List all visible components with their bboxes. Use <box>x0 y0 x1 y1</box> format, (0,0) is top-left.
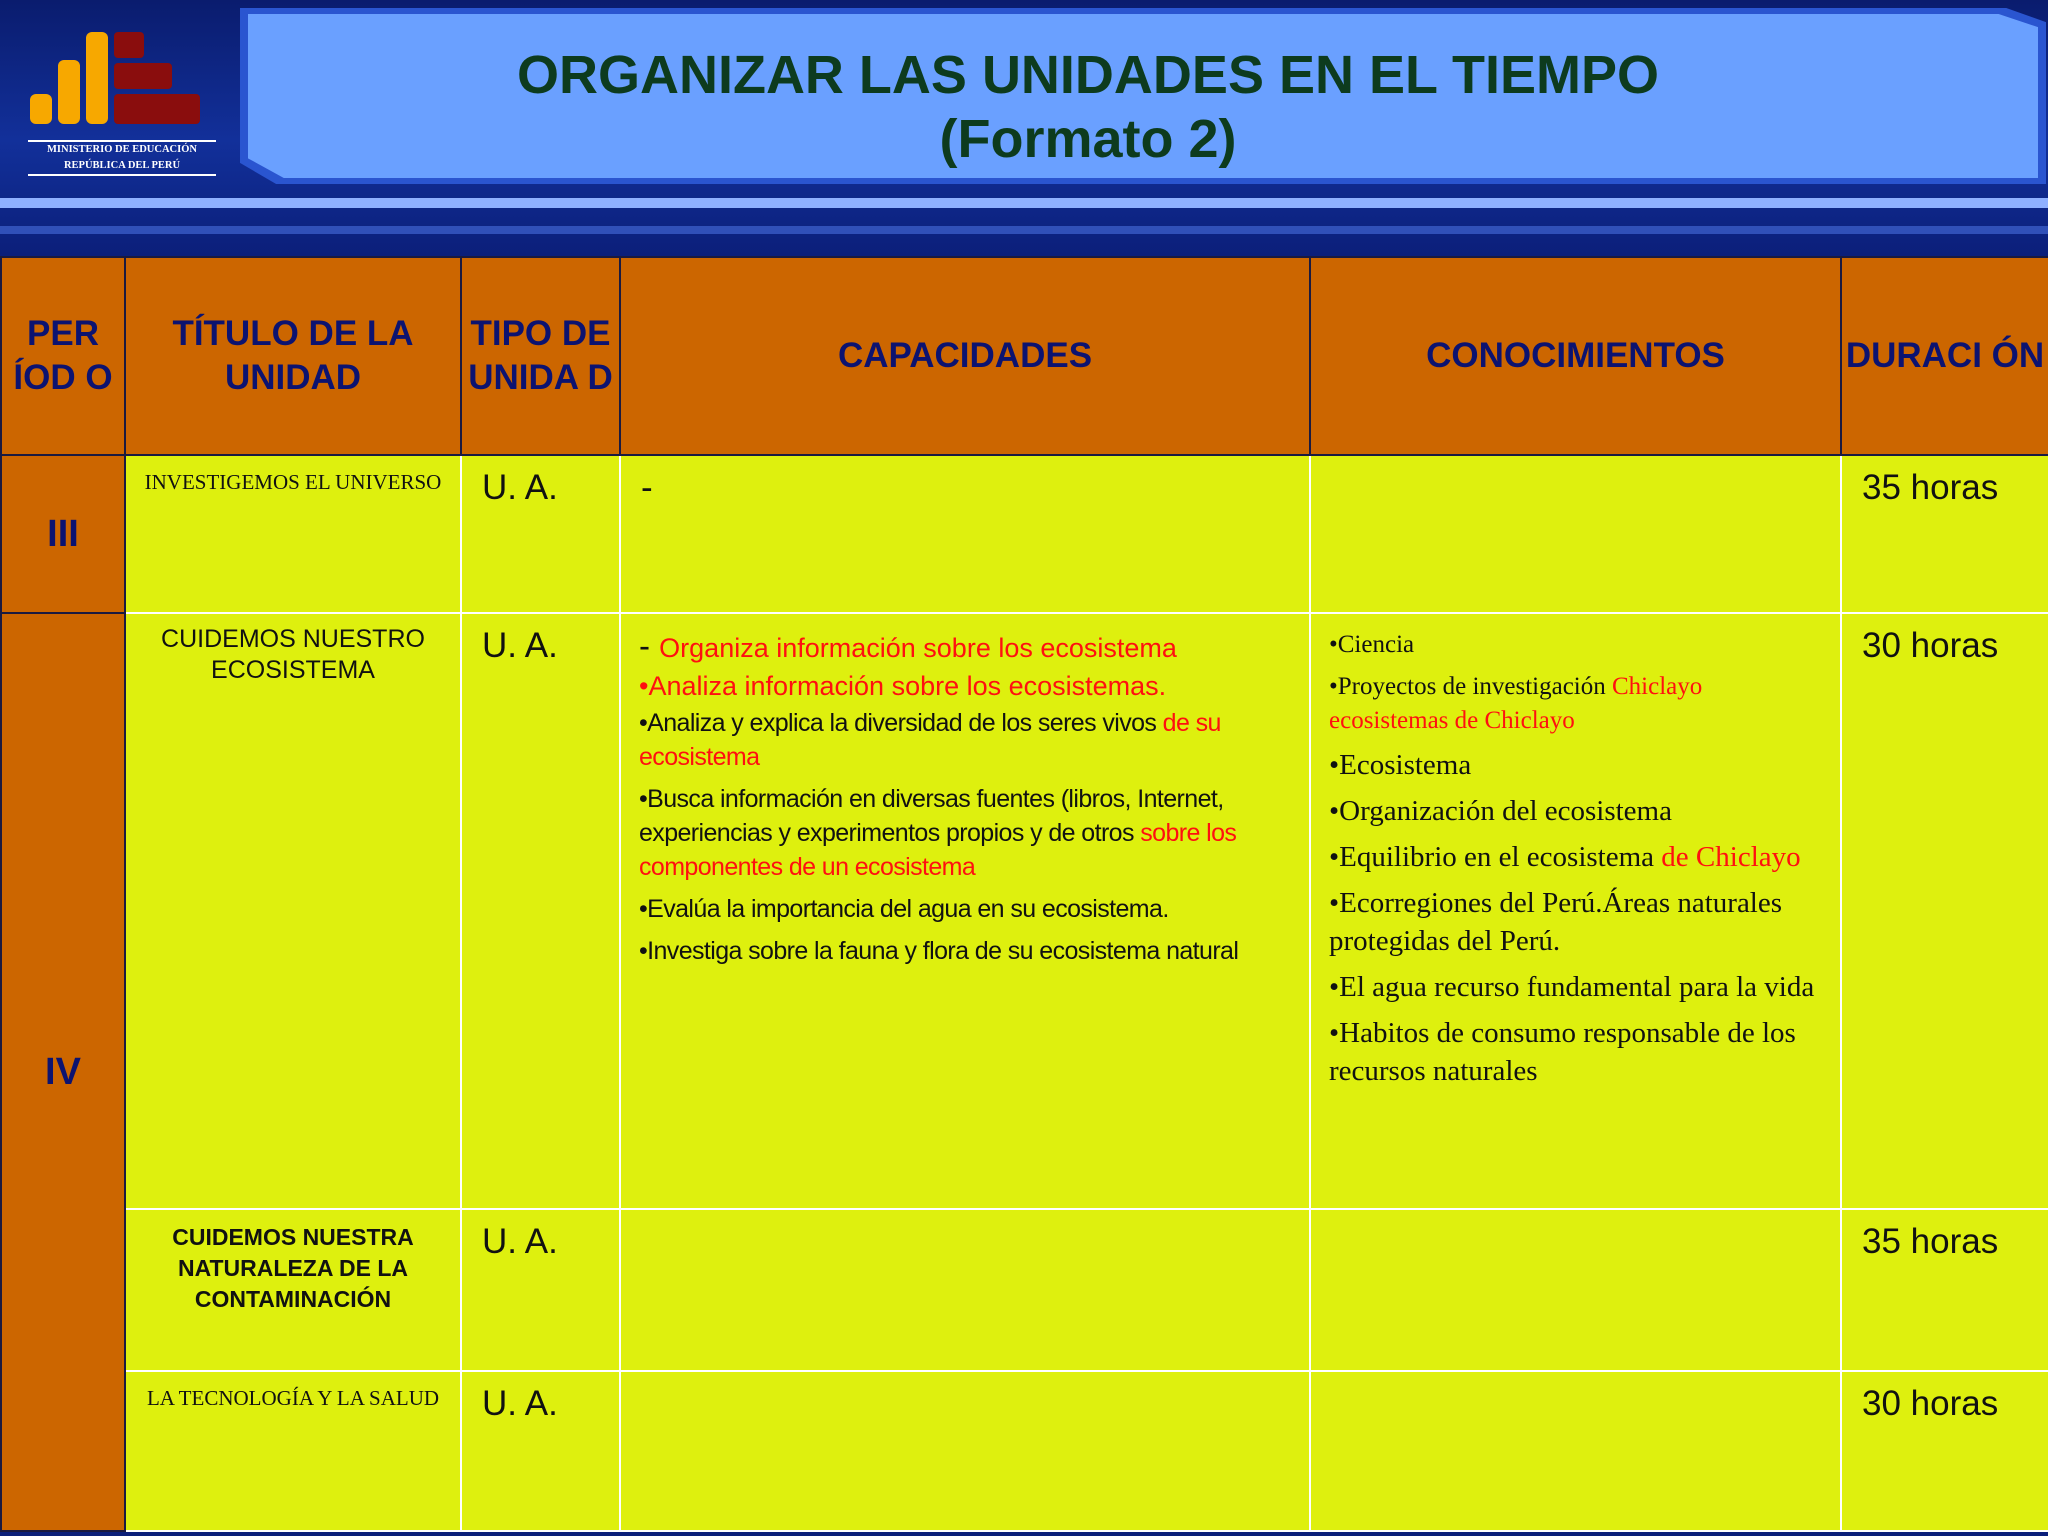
titulo-cell: CUIDEMOS NUESTRA NATURALEZA DE LA CONTAMINACIÓN <box>125 1209 461 1371</box>
logo-caption <box>22 140 222 176</box>
titulo-cell: LA TECNOLOGÍA Y LA SALUD <box>125 1371 461 1531</box>
conocimientos-cell <box>1310 613 1841 1209</box>
header-capacidades: CAPACIDADES <box>620 257 1310 455</box>
conocimiento-item: •Ciencia <box>1329 631 1415 658</box>
header-conocimientos: CONOCIMIENTOS <box>1310 257 1841 455</box>
conocimientos-cell <box>1310 455 1841 613</box>
table-header-row <box>1 257 2048 455</box>
conocimiento-item <box>1329 838 1822 876</box>
header-band-light <box>0 198 2048 208</box>
duracion-cell: 30 horas <box>1841 1371 2048 1531</box>
units-table <box>0 256 2048 1532</box>
conocimiento-item <box>1329 670 1822 738</box>
logo-line-1: MINISTERIO DE EDUCACIÓN <box>47 144 197 155</box>
tipo-cell: U. A. <box>461 613 620 1209</box>
header-titulo: TÍTULO DE LA UNIDAD <box>125 257 461 455</box>
capacidad-text: Organiza información sobre los ecosistema <box>659 633 1177 663</box>
duracion-cell: 35 horas <box>1841 1209 2048 1371</box>
duracion-cell: 35 horas <box>1841 455 2048 613</box>
tipo-cell: U. A. <box>461 1209 620 1371</box>
conocimiento-item: •Organización del ecosistema <box>1329 795 1672 827</box>
header-periodo: PER ÍOD O <box>1 257 125 455</box>
header-tipo: TIPO DE UNIDA D <box>461 257 620 455</box>
capacidades-cell <box>620 1209 1310 1371</box>
capacidad-item <box>639 628 1291 666</box>
logo-line-2: REPÚBLICA DEL PERÚ <box>63 160 181 171</box>
conocimiento-highlight: Chiclayo ecosistemas de Chiclayo <box>1329 673 1703 734</box>
tipo-cell: U. A. <box>461 1371 620 1531</box>
conocimientos-cell <box>1310 1371 1841 1531</box>
slide-subtitle: (Formato 2) <box>939 109 1237 169</box>
capacidad-item: •Investiga sobre la fauna y flora de su ecosistema natural <box>639 937 1239 965</box>
capacidad-highlight: de su ecosistema <box>639 709 1221 771</box>
periodo-cell: III <box>1 455 125 613</box>
titulo-cell: INVESTIGEMOS EL UNIVERSO <box>125 455 461 613</box>
tipo-cell: U. A. <box>461 455 620 613</box>
header-duracion: DURACI ÓN <box>1841 257 2048 455</box>
slide-title: ORGANIZAR LAS UNIDADES EN EL TIEMPO <box>516 45 1660 105</box>
conocimiento-highlight: de Chiclayo <box>1661 841 1801 873</box>
table-row <box>1 1371 2048 1531</box>
header-band-dark <box>0 226 2048 234</box>
capacidad-dash: - <box>639 627 660 664</box>
capacidad-item: •Analiza información sobre los ecosistemas. <box>639 671 1167 701</box>
table-row <box>1 455 2048 613</box>
capacidad-text: •Analiza y explica la diversidad de los seres vivos <box>639 709 1163 737</box>
table-row <box>1 613 2048 1209</box>
conocimiento-item: •Ecosistema <box>1329 749 1472 781</box>
capacidad-item <box>639 782 1291 884</box>
logo-rule-bottom <box>28 174 216 176</box>
conocimiento-text: •Proyectos de investigación <box>1329 673 1612 700</box>
conocimiento-text: •Equilibrio en el ecosistema <box>1329 841 1662 873</box>
capacidades-cell: - <box>620 455 1310 613</box>
titulo-cell: CUIDEMOS NUESTRO ECOSISTEMA <box>125 613 461 1209</box>
capacidad-item: •Evalúa la importancia del agua en su ecosistema. <box>639 895 1169 923</box>
capacidad-item <box>639 706 1291 774</box>
duracion-cell: 30 horas <box>1841 613 2048 1209</box>
capacidades-cell <box>620 1371 1310 1531</box>
conocimientos-cell <box>1310 1209 1841 1371</box>
capacidad-highlight: sobre los componentes de un ecosistema <box>639 819 1237 881</box>
periodo-cell: IV <box>1 613 125 1531</box>
capacidades-cell <box>620 613 1310 1209</box>
capacidad-text: •Busca información en diversas fuentes (libros, Internet, experiencias y experimentos propios y de otros <box>639 785 1224 847</box>
table-row <box>1 1209 2048 1371</box>
conocimiento-item: •Habitos de consumo responsable de los recursos naturales <box>1329 1017 1796 1087</box>
conocimiento-item: •El agua recurso fundamental para la vida <box>1329 971 1815 1003</box>
conocimiento-item: •Ecorregiones del Perú.Áreas naturales protegidas del Perú. <box>1329 887 1783 957</box>
